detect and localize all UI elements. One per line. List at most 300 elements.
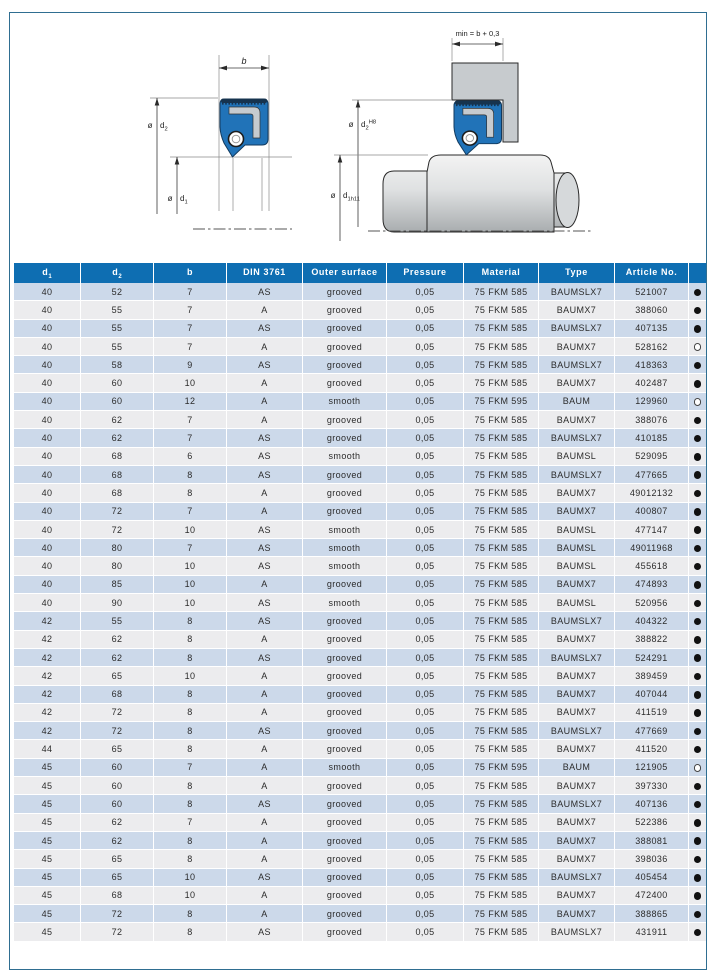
cell-b: 12: [154, 393, 227, 411]
cell-outer-surface: grooved: [303, 777, 387, 795]
column-header: [689, 263, 706, 283]
cell-d2: 68: [81, 484, 154, 502]
table-row: [14, 887, 706, 905]
cell-article-no: 398036: [615, 850, 689, 868]
cell-pressure: 0,05: [387, 887, 464, 905]
cell-outer-surface: grooved: [303, 320, 387, 338]
dim-d2-diameter-symbol: ø: [147, 121, 153, 130]
table-row: [14, 923, 706, 941]
cell-material: 75 FKM 585: [464, 850, 539, 868]
cell-article-no: 407136: [615, 795, 689, 813]
cell-article-no: 49012132: [615, 484, 689, 502]
cell-type: BAUMSLX7: [539, 320, 615, 338]
table-row: [14, 667, 706, 685]
cell-availability: [689, 301, 706, 319]
cell-d2: 52: [81, 283, 154, 301]
cell-din3761: A: [227, 740, 303, 758]
cell-d1: 45: [14, 905, 81, 923]
cell-article-no: 455618: [615, 557, 689, 575]
cell-d2: 65: [81, 740, 154, 758]
cell-material: 75 FKM 585: [464, 704, 539, 722]
cell-material: 75 FKM 585: [464, 905, 539, 923]
cell-article-no: 121905: [615, 759, 689, 777]
cell-material: 75 FKM 585: [464, 686, 539, 704]
availability-dot-icon: [694, 490, 702, 498]
cell-b: 7: [154, 411, 227, 429]
availability-dot-icon: [694, 929, 702, 937]
cell-din3761: A: [227, 686, 303, 704]
cell-availability: [689, 759, 706, 777]
table-row: [14, 612, 706, 630]
table-row: [14, 905, 706, 923]
table-row: [14, 759, 706, 777]
cell-d2: 80: [81, 557, 154, 575]
cell-pressure: 0,05: [387, 612, 464, 630]
cell-b: 8: [154, 612, 227, 630]
cell-d1: 40: [14, 557, 81, 575]
cell-d2: 72: [81, 905, 154, 923]
cell-pressure: 0,05: [387, 594, 464, 612]
cell-pressure: 0,05: [387, 905, 464, 923]
cell-pressure: 0,05: [387, 466, 464, 484]
cell-article-no: 400807: [615, 503, 689, 521]
availability-dot-icon: [694, 746, 702, 754]
cell-article-no: 388865: [615, 905, 689, 923]
cell-din3761: AS: [227, 466, 303, 484]
cell-pressure: 0,05: [387, 301, 464, 319]
dim-d1-label: $d_1$: [180, 194, 188, 206]
cell-availability: [689, 667, 706, 685]
cell-outer-surface: smooth: [303, 594, 387, 612]
cell-d2: 72: [81, 503, 154, 521]
cell-pressure: 0,05: [387, 448, 464, 466]
cell-availability: [689, 484, 706, 502]
cell-din3761: A: [227, 411, 303, 429]
cell-b: 8: [154, 704, 227, 722]
cell-din3761: A: [227, 850, 303, 868]
column-header: DIN 3761: [227, 263, 303, 283]
cell-outer-surface: grooved: [303, 869, 387, 887]
table-row: [14, 686, 706, 704]
cell-availability: [689, 905, 706, 923]
cell-din3761: AS: [227, 429, 303, 447]
availability-dot-icon: [694, 874, 702, 882]
cell-article-no: 388076: [615, 411, 689, 429]
cell-pressure: 0,05: [387, 283, 464, 301]
cell-b: 8: [154, 905, 227, 923]
cell-d2: 60: [81, 795, 154, 813]
cell-outer-surface: grooved: [303, 374, 387, 392]
table-row: [14, 338, 706, 356]
cell-din3761: AS: [227, 283, 303, 301]
cell-b: 10: [154, 576, 227, 594]
cell-d1: 45: [14, 777, 81, 795]
cell-din3761: AS: [227, 869, 303, 887]
cell-pressure: 0,05: [387, 320, 464, 338]
cell-d1: 42: [14, 704, 81, 722]
cell-outer-surface: grooved: [303, 466, 387, 484]
availability-dot-icon: [694, 325, 702, 333]
cell-d2: 68: [81, 686, 154, 704]
table-row: [14, 631, 706, 649]
cell-pressure: 0,05: [387, 429, 464, 447]
cell-d1: 40: [14, 448, 81, 466]
cell-b: 8: [154, 795, 227, 813]
cell-article-no: 477147: [615, 521, 689, 539]
table-row: [14, 466, 706, 484]
cell-d2: 60: [81, 393, 154, 411]
cell-pressure: 0,05: [387, 484, 464, 502]
cell-d2: 55: [81, 320, 154, 338]
cell-outer-surface: smooth: [303, 539, 387, 557]
cell-availability: [689, 594, 706, 612]
cell-outer-surface: grooved: [303, 923, 387, 941]
availability-dot-icon: [694, 837, 702, 845]
cell-article-no: 528162: [615, 338, 689, 356]
cell-availability: [689, 557, 706, 575]
cell-din3761: A: [227, 777, 303, 795]
cell-b: 8: [154, 466, 227, 484]
cell-pressure: 0,05: [387, 759, 464, 777]
cell-outer-surface: grooved: [303, 338, 387, 356]
cell-d2: 60: [81, 374, 154, 392]
cell-pressure: 0,05: [387, 411, 464, 429]
cell-outer-surface: grooved: [303, 612, 387, 630]
cell-availability: [689, 740, 706, 758]
cell-d2: 72: [81, 521, 154, 539]
availability-dot-icon: [694, 307, 702, 315]
cell-material: 75 FKM 585: [464, 740, 539, 758]
cell-material: 75 FKM 585: [464, 521, 539, 539]
cell-pressure: 0,05: [387, 923, 464, 941]
cell-b: 8: [154, 631, 227, 649]
cell-din3761: A: [227, 338, 303, 356]
cell-material: 75 FKM 585: [464, 631, 539, 649]
cell-outer-surface: grooved: [303, 722, 387, 740]
right-drawing-installation: [331, 29, 592, 241]
cell-d2: 58: [81, 356, 154, 374]
cell-article-no: 402487: [615, 374, 689, 392]
cell-outer-surface: grooved: [303, 503, 387, 521]
cell-d1: 45: [14, 887, 81, 905]
cell-d1: 40: [14, 411, 81, 429]
cell-d2: 60: [81, 777, 154, 795]
cell-d2: 62: [81, 411, 154, 429]
dim-d2-label: $d_2$: [160, 121, 168, 133]
column-header: Pressure: [387, 263, 464, 283]
cell-outer-surface: smooth: [303, 759, 387, 777]
cell-pressure: 0,05: [387, 777, 464, 795]
cell-type: BAUMSLX7: [539, 795, 615, 813]
availability-dot-icon: [694, 654, 702, 662]
cell-pressure: 0,05: [387, 667, 464, 685]
cell-material: 75 FKM 585: [464, 374, 539, 392]
cell-type: BAUMSLX7: [539, 722, 615, 740]
cell-availability: [689, 722, 706, 740]
cell-material: 75 FKM 585: [464, 338, 539, 356]
cell-type: BAUM: [539, 759, 615, 777]
column-header: Outer surface: [303, 263, 387, 283]
cell-d2: 62: [81, 814, 154, 832]
cell-outer-surface: grooved: [303, 631, 387, 649]
cell-material: 75 FKM 585: [464, 923, 539, 941]
cell-material: 75 FKM 585: [464, 869, 539, 887]
cell-outer-surface: grooved: [303, 667, 387, 685]
cell-pressure: 0,05: [387, 795, 464, 813]
cell-article-no: 477665: [615, 466, 689, 484]
cell-type: BAUMX7: [539, 686, 615, 704]
cell-d2: 65: [81, 667, 154, 685]
cell-pressure: 0,05: [387, 503, 464, 521]
cell-type: BAUMX7: [539, 484, 615, 502]
cell-material: 75 FKM 585: [464, 576, 539, 594]
cell-article-no: 388060: [615, 301, 689, 319]
cell-article-no: 407135: [615, 320, 689, 338]
technical-drawings: [0, 0, 720, 258]
cell-type: BAUMSLX7: [539, 429, 615, 447]
availability-dot-icon: [694, 618, 702, 626]
cell-din3761: AS: [227, 539, 303, 557]
cell-b: 6: [154, 448, 227, 466]
table-row: [14, 448, 706, 466]
table-row: [14, 704, 706, 722]
cell-material: 75 FKM 585: [464, 667, 539, 685]
cell-article-no: 404322: [615, 612, 689, 630]
seal-size-table: [14, 263, 706, 942]
cell-din3761: A: [227, 374, 303, 392]
cell-availability: [689, 923, 706, 941]
cell-d2: 55: [81, 612, 154, 630]
cell-d1: 40: [14, 374, 81, 392]
cell-article-no: 474893: [615, 576, 689, 594]
dim-b-label: b: [241, 56, 247, 66]
cell-material: 75 FKM 585: [464, 795, 539, 813]
cell-b: 10: [154, 667, 227, 685]
cell-din3761: AS: [227, 649, 303, 667]
table-row: [14, 429, 706, 447]
cell-d1: 40: [14, 338, 81, 356]
cell-b: 10: [154, 887, 227, 905]
cell-din3761: A: [227, 576, 303, 594]
cell-type: BAUMX7: [539, 887, 615, 905]
cell-d1: 42: [14, 722, 81, 740]
cell-article-no: 520956: [615, 594, 689, 612]
cell-din3761: A: [227, 905, 303, 923]
cell-din3761: A: [227, 759, 303, 777]
table-row: [14, 850, 706, 868]
dim-d2h8-label: $d_2^{H8}$: [361, 119, 377, 132]
dim-min-width-label: min = b + 0,3: [455, 29, 500, 38]
table-row: [14, 869, 706, 887]
cell-din3761: A: [227, 393, 303, 411]
cell-din3761: A: [227, 887, 303, 905]
cell-type: BAUMX7: [539, 814, 615, 832]
table-header-row: [14, 263, 706, 283]
cell-availability: [689, 777, 706, 795]
cell-availability: [689, 612, 706, 630]
cell-outer-surface: grooved: [303, 850, 387, 868]
table-row: [14, 740, 706, 758]
availability-dot-icon: [694, 709, 702, 717]
cell-d1: 42: [14, 631, 81, 649]
cell-b: 7: [154, 283, 227, 301]
cell-d2: 65: [81, 850, 154, 868]
cell-article-no: 521007: [615, 283, 689, 301]
cell-outer-surface: grooved: [303, 686, 387, 704]
cell-article-no: 405454: [615, 869, 689, 887]
cell-d2: 55: [81, 301, 154, 319]
cell-din3761: AS: [227, 594, 303, 612]
cell-availability: [689, 576, 706, 594]
cell-b: 10: [154, 594, 227, 612]
cell-type: BAUMSLX7: [539, 649, 615, 667]
cell-d1: 45: [14, 850, 81, 868]
cell-availability: [689, 429, 706, 447]
cell-availability: [689, 393, 706, 411]
cell-article-no: 407044: [615, 686, 689, 704]
cell-d1: 42: [14, 667, 81, 685]
cell-b: 7: [154, 503, 227, 521]
left-drawing-seal-section: [148, 55, 292, 229]
cell-availability: [689, 887, 706, 905]
cell-article-no: 524291: [615, 649, 689, 667]
cell-availability: [689, 539, 706, 557]
cell-b: 7: [154, 759, 227, 777]
cell-type: BAUMSL: [539, 557, 615, 575]
cell-din3761: AS: [227, 448, 303, 466]
cell-d1: 40: [14, 484, 81, 502]
cell-outer-surface: grooved: [303, 283, 387, 301]
cell-outer-surface: grooved: [303, 356, 387, 374]
cell-pressure: 0,05: [387, 393, 464, 411]
cell-type: BAUMX7: [539, 503, 615, 521]
table-row: [14, 539, 706, 557]
cell-availability: [689, 686, 706, 704]
cell-type: BAUMX7: [539, 905, 615, 923]
cell-din3761: A: [227, 503, 303, 521]
cell-din3761: AS: [227, 722, 303, 740]
cell-availability: [689, 466, 706, 484]
cell-d1: 45: [14, 869, 81, 887]
cell-material: 75 FKM 585: [464, 777, 539, 795]
cell-d1: 44: [14, 740, 81, 758]
cell-din3761: AS: [227, 923, 303, 941]
availability-dot-icon: [694, 453, 702, 461]
cell-outer-surface: grooved: [303, 301, 387, 319]
cell-b: 10: [154, 869, 227, 887]
cell-material: 75 FKM 585: [464, 429, 539, 447]
cell-b: 7: [154, 301, 227, 319]
availability-dot-icon: [694, 728, 702, 736]
table-row: [14, 503, 706, 521]
cell-din3761: A: [227, 814, 303, 832]
cell-b: 10: [154, 374, 227, 392]
cell-availability: [689, 649, 706, 667]
cell-d2: 85: [81, 576, 154, 594]
cell-d1: 40: [14, 393, 81, 411]
column-header: $d_2$: [81, 263, 154, 283]
cell-d1: 42: [14, 686, 81, 704]
availability-dot-icon: [694, 545, 702, 553]
cell-din3761: AS: [227, 521, 303, 539]
cell-d2: 68: [81, 887, 154, 905]
cell-d2: 72: [81, 722, 154, 740]
cell-pressure: 0,05: [387, 356, 464, 374]
cell-article-no: 397330: [615, 777, 689, 795]
cell-outer-surface: grooved: [303, 887, 387, 905]
cell-article-no: 389459: [615, 667, 689, 685]
dim-d1-diameter-symbol: ø: [167, 194, 173, 203]
cell-pressure: 0,05: [387, 557, 464, 575]
dim-d1h11-diameter-symbol: ø: [330, 191, 336, 200]
cell-type: BAUMSLX7: [539, 283, 615, 301]
cell-availability: [689, 832, 706, 850]
cell-outer-surface: grooved: [303, 704, 387, 722]
cell-b: 8: [154, 850, 227, 868]
cell-availability: [689, 374, 706, 392]
cell-availability: [689, 795, 706, 813]
cell-din3761: AS: [227, 320, 303, 338]
cell-d2: 80: [81, 539, 154, 557]
shaft-end-face: [556, 173, 579, 228]
table-row: [14, 521, 706, 539]
cell-article-no: 410185: [615, 429, 689, 447]
availability-dot-icon: [694, 801, 702, 809]
cell-pressure: 0,05: [387, 521, 464, 539]
cell-material: 75 FKM 595: [464, 759, 539, 777]
cell-type: BAUMX7: [539, 576, 615, 594]
cell-availability: [689, 704, 706, 722]
availability-dot-icon: [694, 435, 702, 443]
cell-material: 75 FKM 585: [464, 887, 539, 905]
cell-type: BAUMX7: [539, 832, 615, 850]
cell-pressure: 0,05: [387, 686, 464, 704]
table-body: [14, 283, 706, 942]
cell-material: 75 FKM 585: [464, 356, 539, 374]
cell-material: 75 FKM 585: [464, 612, 539, 630]
cell-d2: 62: [81, 832, 154, 850]
availability-dot-icon: [694, 600, 702, 608]
cell-availability: [689, 521, 706, 539]
cell-availability: [689, 411, 706, 429]
cell-b: 7: [154, 814, 227, 832]
cell-availability: [689, 850, 706, 868]
table-row: [14, 356, 706, 374]
table-row: [14, 814, 706, 832]
cell-din3761: AS: [227, 795, 303, 813]
shaft: [383, 155, 579, 232]
cell-d1: 40: [14, 521, 81, 539]
cell-pressure: 0,05: [387, 832, 464, 850]
cell-article-no: 388822: [615, 631, 689, 649]
cell-article-no: 418363: [615, 356, 689, 374]
cell-article-no: 49011968: [615, 539, 689, 557]
cell-d2: 65: [81, 869, 154, 887]
availability-dot-icon: [694, 636, 702, 644]
cell-availability: [689, 631, 706, 649]
cell-type: BAUMX7: [539, 704, 615, 722]
dim-d1h11-label: $d_1h11$: [343, 191, 360, 203]
table-row: [14, 832, 706, 850]
cell-b: 8: [154, 923, 227, 941]
cell-material: 75 FKM 585: [464, 484, 539, 502]
availability-dot-icon: [694, 856, 702, 864]
availability-dot-icon: [694, 526, 702, 534]
table-row: [14, 576, 706, 594]
cell-outer-surface: grooved: [303, 905, 387, 923]
cell-outer-surface: grooved: [303, 576, 387, 594]
cell-availability: [689, 320, 706, 338]
